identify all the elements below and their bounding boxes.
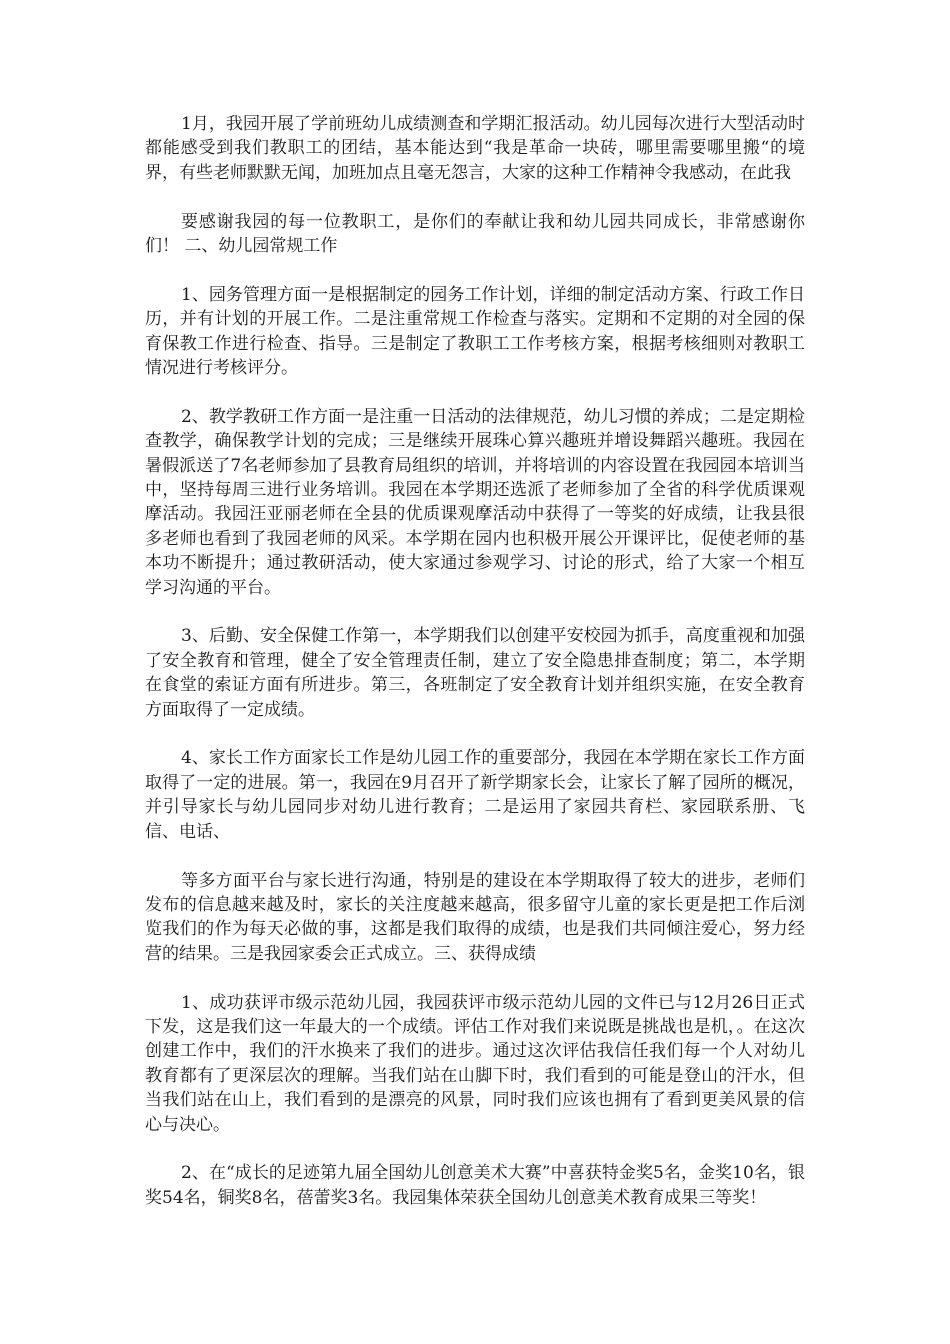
paragraph-5: 3、后勤、安全保健工作第一，本学期我们以创建平安校园为抓手，高度重视和加强了安全教育和管理，健全了安全管理责任制，建立了安全隐患排查制度；第二，本学期在食堂的索证方面有所进步。第三，各班制定了安全教育计划并组织实施，在安全教育方面取得了一定成绩。: [145, 626, 805, 720]
paragraph-6: 4、家长工作方面家长工作是幼儿园工作的重要部分，我园在本学期在家长工作方面取得了一定的进展。第一，我园在9月召开了新学期家长会，让家长了解了园所的概况，并引导家长与幼儿园同步对幼儿进行教育；二是运用了家园共育栏、家园联系册、飞信、电话、: [145, 748, 805, 842]
document-body: [145, 112, 805, 1235]
paragraph-4: 2、教学教研工作方面一是注重一日活动的法律规范，幼儿习惯的养成；二是定期检查教学，确保教学计划的完成；三是继续开展珠心算兴趣班并增设舞蹈兴趣班。我园在暑假派送了7名老师参加了县教育局组织的培训，并将培训的内容设置在我园园本培训当中，坚持每周三进行业务培训。我园在本学期还选派了老师参加了全省的科学优质课观摩活动。我园汪亚丽老师在全县的优质课观摩活动中获得了一等奖的好成绩，让我县很多老师也看到了我园老师的风采。本学期在园内也积极开展公开课评比，促使老师的基本功不断提升；通过教研活动，使大家通过参观学习、讨论的形式，给了大家一个相互学习沟通的平台。: [145, 406, 805, 598]
paragraph-8: 1、成功获评市级示范幼儿园，我园获评市级示范幼儿园的文件已与12月26日正式下发，这是我们这一年最大的一个成绩。评估工作对我们来说既是挑战也是机，。在这次创建工作中，我们的汗水换来了我们的进步。通过这次评估我信任我们每一个人对幼儿教育都有了更深层次的理解。当我们站在山脚下时，我们看到的可能是登山的汗水，但当我们站在山上，我们看到的是漂亮的风景，同时我们应该也拥有了看到更美风景的信心与决心。: [145, 992, 805, 1135]
paragraph-1: 1月，我园开展了学前班幼儿成绩测查和学期汇报活动。幼儿园每次进行大型活动时都能感受到我们教职工的团结，基本能达到“我是革命一块砖，哪里需要哪里搬“的境界，有些老师默默无闻，加班加点且毫无怨言，大家的这种工作精神令我感动，在此我: [145, 114, 805, 183]
paragraph-2: 要感谢我园的每一位教职工，是你们的奉献让我和幼儿园共同成长，非常感谢你们！ 二、幼儿园常规工作: [145, 211, 805, 257]
paragraph-9: 2、在“成长的足迹第九届全国幼儿创意美术大赛”中喜获特金奖5名，金奖10名，银奖54名，铜奖8名，蓓蕾奖3名。我园集体荣获全国幼儿创意美术教育成果三等奖！: [145, 1163, 805, 1208]
paragraph-3: 1、园务管理方面一是根据制定的园务工作计划，详细的制定活动方案、行政工作日历，并有计划的开展工作。二是注重常规工作检查与落实。定期和不定期的对全园的保育保教工作进行检查、指导。三是制定了教职工工作考核方案，根据考核细则对教职工情况进行考核评分。: [145, 284, 805, 379]
paragraph-7: 等多方面平台与家长进行沟通，特别是的建设在本学期取得了较大的进步，老师们发布的信息越来越及时，家长的关注度越来越高，很多留守儿童的家长更是把工作后浏览我们的作为每天必做的事，这都是我们取得的成绩，也是我们共同倾注爱心，努力经营的结果。三是我园家委会正式成立。三、获得成绩: [145, 870, 805, 964]
